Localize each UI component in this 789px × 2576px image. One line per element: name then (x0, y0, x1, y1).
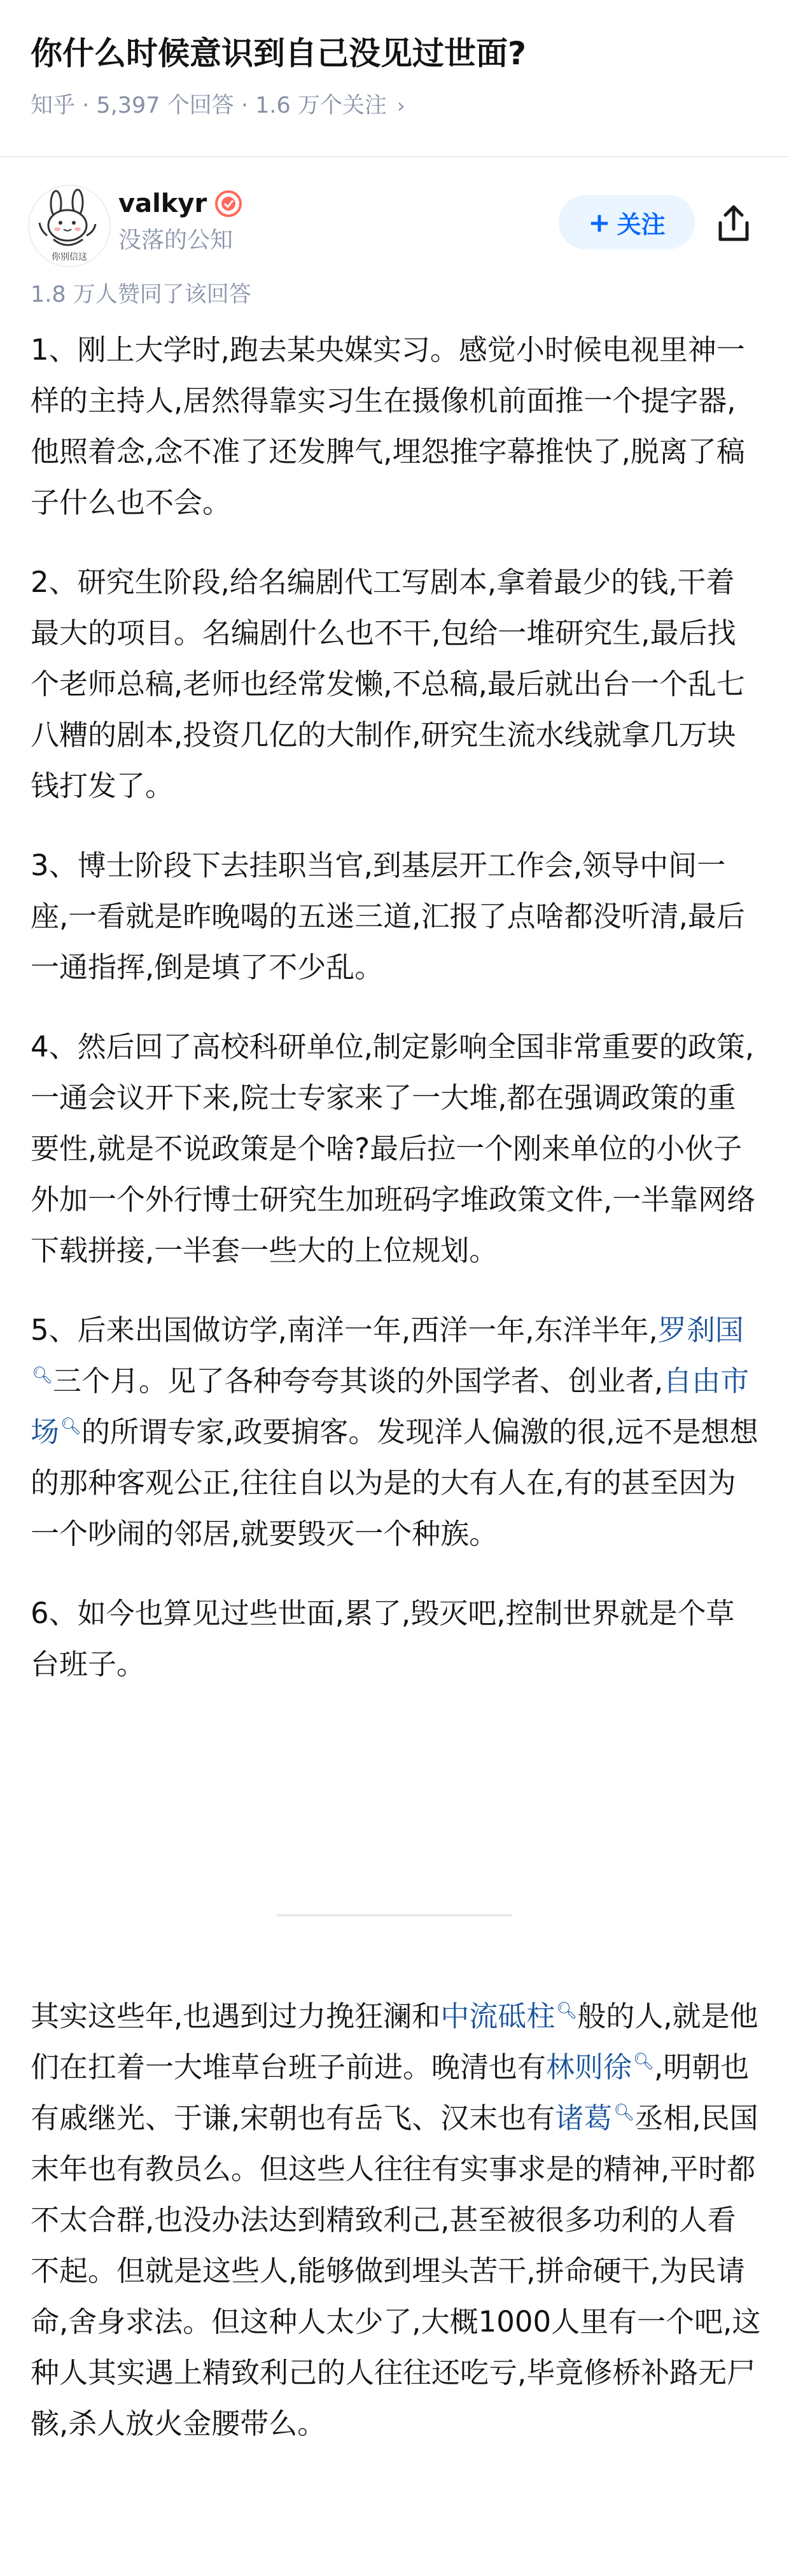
search-link-free-market[interactable]: 自由市场 (31, 1364, 750, 1449)
answer-paragraph-4: 4、然后回了高校科研单位,制定影响全国非常重要的政策,一通会议开下来,院士专家来了一大堆,都在强调政策的重要性,就是不说政策是个啥?最后拉一个刚来单位的小伙子外加一个外行博士研究生加班码字堆政策文件,一半靠网络下载拼接,一半套一些大的上位规划。 (31, 1030, 756, 1267)
paragraph-7-text-d: 丞相,民国末年也有教员么。但这些人往往有实事求是的精神,平时都不太合群,也没办法达到精致利己,甚至被很多功利的人看不起。但就是这些人,能够做到埋头苦干,拼命硬干,为民请命,舍身求法。但这种人太少了,大概1000人里有一个吧,这种人其实遇上精致利己的人往往还吃亏,毕竟修桥补路无尸骸,杀人放火金腰带么。 (31, 2101, 761, 2440)
chevron-right-icon: › (396, 94, 405, 118)
author-bio: 没落的公知 (118, 227, 234, 253)
search-icon: 🔍︎ (633, 2052, 655, 2071)
author-name-row[interactable] (118, 186, 242, 222)
author-name: valkyr (118, 189, 207, 218)
answer-paragraph-2: 2、研究生阶段,给名编剧代工写剧本,拿着最少的钱,干着最大的项目。名编剧什么也不干,包给一堆研究生,最后找个老师总稿,老师也经常发懒,不总稿,最后就出台一个乱七八糟的剧本,投资几亿的大制作,研究生流水线就拿几万块钱打发了。 (31, 565, 745, 803)
search-icon: 🔍︎ (613, 2103, 635, 2122)
answer-paragraph-5 (31, 1305, 762, 1559)
author-row (0, 172, 789, 280)
question-header (0, 0, 789, 157)
answer-body (31, 325, 762, 1719)
search-icon: 🔍︎ (60, 1417, 82, 1436)
answer-paragraph-1: 1、刚上大学时,跑去某央媒实习。感觉小时候电视里神一样的主持人,居然得靠实习生在摄像机前面推一个提字器,他照着念,念不准了还发脾气,埋怨推字幕推快了,脱离了稿子什么也不会。 (31, 333, 745, 519)
section-divider (277, 1914, 512, 1917)
answer-paragraph-7 (31, 1991, 762, 2449)
paragraph-5-text-b: 三个月。见了各种夸夸其谈的外国学者、创业者, (53, 1364, 664, 1398)
search-link-luochaguo[interactable]: 罗刹国 (657, 1313, 744, 1347)
verified-badge-icon (214, 190, 242, 218)
search-link-zhuge[interactable]: 诸葛 (555, 2101, 613, 2135)
upvote-count: 1.8 万人赞同了该回答 (31, 282, 251, 307)
answer-paragraph-3: 3、博士阶段下去挂职当官,到基层开工作会,领导中间一座,一看就是昨晚喝的五迷三道,汇报了点啥都没听清,最后一通指挥,倒是填了不少乱。 (31, 848, 745, 984)
paragraph-5-text-c: 的所谓专家,政要掮客。发现洋人偏激的很,远不是想想的那种客观公正,往往自以为是的大有人在,有的甚至因为一个吵闹的邻居,就要毁灭一个种族。 (31, 1415, 758, 1551)
follow-button[interactable] (559, 195, 695, 250)
search-icon: 🔍︎ (32, 1366, 53, 1385)
question-meta[interactable] (31, 90, 405, 121)
avatar[interactable] (28, 185, 111, 267)
avatar-caption: 你别信这 (52, 252, 87, 262)
search-link-zhongliudizhu[interactable]: 中流砥柱 (440, 1999, 555, 2033)
question-title[interactable]: 你什么时候意识到自己没见过世面? (31, 35, 527, 72)
answer-body-continued (31, 1991, 762, 2478)
follow-label: 关注 (617, 210, 666, 239)
plus-icon: + (588, 206, 611, 238)
paragraph-7-text-c: ,明朝也有戚继光、于谦,宋朝也有岳飞、汉末也有 (31, 2050, 750, 2135)
question-meta-text: 知乎 · 5,397 个回答 · 1.6 万个关注 (31, 93, 387, 118)
answer-paragraph-6: 6、如今也算见过些世面,累了,毁灭吧,控制世界就是个草台班子。 (31, 1596, 735, 1681)
share-icon[interactable] (711, 201, 756, 246)
paragraph-7-text-a: 其实这些年,也遇到过力挽狂澜和 (31, 1999, 441, 2033)
search-icon: 🔍︎ (556, 2001, 578, 2020)
search-link-linzexu[interactable]: 林则徐 (546, 2050, 632, 2084)
paragraph-7-text-b: 般的人,就是他们在扛着一大堆草台班子前进。晚清也有 (31, 1999, 758, 2084)
paragraph-5-text-a: 5、后来出国做访学,南洋一年,西洋一年,东洋半年, (31, 1313, 658, 1347)
